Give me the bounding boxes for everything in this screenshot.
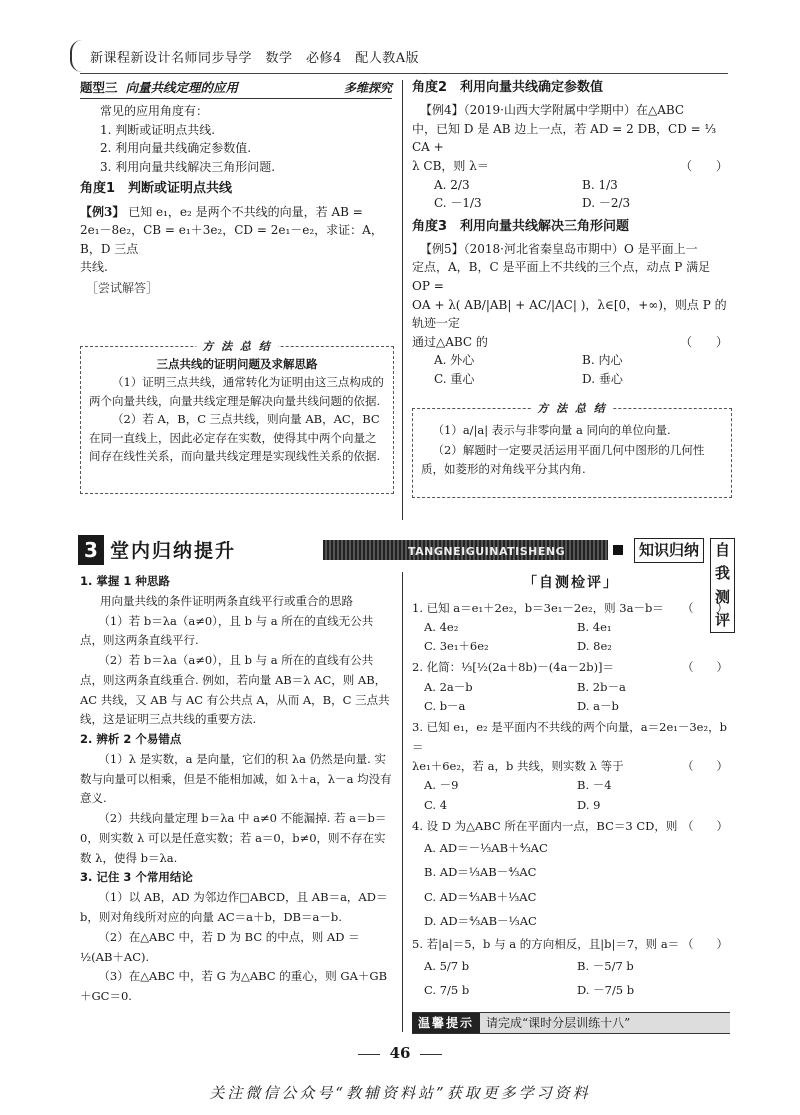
summary-3-a: （1）以 AB，AD 为邻边作□ABCD，且 AB＝a，AD＝b，则对角线所对应的向量 AC＝a＋b，DB＝a－b. <box>80 890 388 925</box>
banner-square-icon <box>613 545 623 555</box>
question-4: 4. 设 D 为△ABC 所在平面内一点，BC＝3 CD，则 <box>412 818 678 833</box>
try-answer-label: ［尝试解答］ <box>86 280 159 295</box>
page-number-row <box>0 1042 800 1065</box>
method-box-1-label: 方 法 总 结 <box>196 338 278 355</box>
banner-tag-knowledge: 知识归纳 <box>634 538 704 563</box>
intro-item-2: 2. 利用向量共线确定参数值. <box>100 141 252 156</box>
q5-option-a: A. 5/7 b <box>424 959 470 974</box>
method-box-2-para-1: （1）a/|a| 表示与非零向量 a 同向的单位向量. <box>432 423 671 437</box>
angle1-title: 角度1 判断或证明点共线 <box>80 181 233 197</box>
question-1: 1. 已知 a＝e₁＋2e₂，b＝3e₁－2e₂，则 3a－b＝ <box>412 600 664 615</box>
question-2-paren: （ ） <box>682 660 728 675</box>
right-bottom-column <box>412 572 730 1002</box>
q3-option-c: C. 4 <box>424 797 448 812</box>
intro-item-1: 1. 判断或证明点共线. <box>100 122 216 137</box>
summary-1-intro: 用向量共线的条件证明两条直线平行或重合的思路 <box>100 593 353 608</box>
question-2: 2. 化简：⅓[½(2a＋8b)－(4a－2b)]＝ <box>412 660 615 675</box>
summary-1-a: （1）若 b＝λa（a≠0），且 b 与 a 所在的直线无公共点，则这两条直线平行. <box>80 613 374 648</box>
column-divider-bottom <box>402 572 403 1032</box>
header-bracket <box>70 40 86 72</box>
warm-tip <box>412 1012 730 1034</box>
summary-2-a: （1）λ 是实数，a 是向量，它们的积 λa 仍然是向量. 实数与向量可以相乘，但是不能相加减，如 λ＋a，λ－a 均没有意义. <box>80 751 392 806</box>
example5-option-d: D. 垂心 <box>582 372 623 386</box>
footer-note: 关注微信公众号“教辅资料站”获取更多学习资料 <box>209 1084 591 1102</box>
section-right-label: 多维探究 <box>343 80 392 95</box>
right-top-column <box>412 78 730 389</box>
summary-heading-1: 1. 掌握 1 种思路 <box>80 574 170 588</box>
example4-line2: 中，已知 D 是 AB 边上一点，若 AD = 2 DB，CD = ⅓ CA + <box>412 121 717 155</box>
question-3-paren: （ ） <box>682 759 728 774</box>
q1-option-a: A. 4e₂ <box>424 619 459 634</box>
question-5: 5. 若|a|＝5，b 与 a 的方向相反，且|b|＝7，则 a＝ <box>412 936 680 951</box>
example5-line2: 定点，A，B，C 是平面上不共线的三个点，动点 P 满足 OP = <box>412 260 711 294</box>
q1-option-c: C. 3e₁＋6e₂ <box>424 639 489 654</box>
q3-option-d: D. 9 <box>577 797 601 812</box>
intro-text: 常见的应用角度有： <box>100 104 209 118</box>
warm-tip-text: 请完成“课时分层训练十八” <box>486 1016 631 1030</box>
example5-line3: OA + λ( AB/|AB| + AC/|AC| )，λ∈[0，+∞)，则点 P 的轨迹一定 <box>412 297 727 331</box>
banner-pinyin: TANGNEIGUINATISHENG <box>408 545 566 558</box>
q3-option-b: B. －4 <box>577 778 612 793</box>
question-2-options <box>412 678 730 717</box>
example3-line2: 2e₁－8e₂，CB = e₁＋3e₂，CD = 2e₁－e₂，求证：A，B，D 三点 <box>80 223 383 256</box>
q2-option-c: C. b－a <box>424 699 466 714</box>
example4-option-d: D. －2/3 <box>582 196 631 211</box>
summary-heading-3: 3. 记住 3 个常用结论 <box>80 870 193 885</box>
example4-option-b: B. 1/3 <box>582 177 618 192</box>
example4-line1: 【例4】（2019·山西大学附属中学期中）在△ABC <box>420 103 685 118</box>
example3-label: 【例3】 <box>80 204 125 219</box>
question-1-paren: （ ） <box>682 600 728 615</box>
question-1-options <box>412 618 730 657</box>
summary-1-b: （2）若 b＝λa（a≠0），且 b 与 a 所在的直线有公共点，则这两条直线重合. 例如，若向量 AB＝λ AC，则 AB，AC 共线，又 AB 与 AC 有公共点 A，从而 A，B，C 三点共线，这是证明三点共线的重要方法. <box>80 653 390 727</box>
summary-3-b: （2）在△ABC 中，若 D 为 BC 的中点，则 AD ＝ ½(AB＋AC). <box>80 929 360 964</box>
page-number: 46 <box>389 1044 411 1062</box>
question-4-paren: （ ） <box>682 818 728 833</box>
method-box-1-para-1: （1）证明三点共线，通常转化为证明由这三点构成的两个向量共线，向量共线定理是解决向量共线问题的依据. <box>89 375 384 408</box>
method-box-1-para-2: （2）若 A，B，C 三点共线，则向量 AB，AC，BC 在同一直线上，因此必定存在实数，使得其中两个向量之间存在线性关系，而向量共线定理是实现线性关系的依据. <box>89 412 381 463</box>
question-3-line1: 3. 已知 e₁，e₂ 是平面内不共线的两个向量，a＝2e₁－3e₂，b＝ <box>412 720 727 754</box>
question-5-options <box>412 954 730 1002</box>
q5-option-c: C. 7/5 b <box>424 983 470 998</box>
example3-line3: 共线. <box>80 260 108 275</box>
header-rule <box>80 73 728 74</box>
question-3-options <box>412 776 730 815</box>
example5-option-a: A. 外心 <box>434 353 475 368</box>
q5-option-d: D. －7/5 b <box>577 983 635 998</box>
question-5-paren: （ ） <box>682 936 728 951</box>
example4-options <box>412 176 730 213</box>
q2-option-d: D. a－b <box>577 699 619 714</box>
method-box-2-label: 方 法 总 结 <box>531 400 613 417</box>
q1-option-d: D. 8e₂ <box>577 639 612 654</box>
angle3-title: 角度3 利用向量共线解决三角形问题 <box>412 218 630 234</box>
intro-item-3: 3. 利用向量共线解决三角形问题. <box>100 159 276 174</box>
q4-option-a: A. AD＝－⅓AB＋⁴⁄₃AC <box>424 841 548 856</box>
example4-line3: λ CB，则 λ＝ <box>412 158 489 173</box>
question-3-line2: λe₁＋6e₂，若 a，b 共线，则实数 λ 等于 <box>412 759 624 774</box>
section-title: 向量共线定理的应用 <box>125 80 239 96</box>
example5-option-c: C. 重心 <box>434 372 475 386</box>
q5-option-b: B. －5/7 b <box>577 959 634 974</box>
q2-option-b: B. 2b－a <box>577 679 626 694</box>
example5-options <box>412 351 730 388</box>
example5-line4: 通过△ABC 的 <box>412 334 488 349</box>
section-bar <box>80 78 392 99</box>
example4-option-c: C. －1/3 <box>434 196 482 211</box>
banner-number: 3 <box>78 535 104 565</box>
banner-tag-selftest: 自我测评 <box>710 538 735 633</box>
summary-heading-2: 2. 辨析 2 个易错点 <box>80 732 182 747</box>
example5-answer-paren: （ ） <box>679 334 728 349</box>
method-summary-box-2 <box>412 402 732 498</box>
method-summary-box-1 <box>80 340 394 494</box>
q4-option-d: D. AD＝⁴⁄₃AB－⅓AC <box>424 913 537 928</box>
example5-line1: 【例5】（2018·河北省秦皇岛市期中）O 是平面上一 <box>420 241 698 256</box>
q4-option-c: C. AD＝⁴⁄₃AB＋⅓AC <box>424 889 537 904</box>
page-header: 新课程新设计名师同步导学 数学 必修4 配人教A版 <box>90 51 420 66</box>
example3-line1: 已知 e₁，e₂ 是两个不共线的向量，若 AB = <box>128 204 363 219</box>
column-divider-top <box>402 80 403 520</box>
method-box-2-para-2: （2）解题时一定要灵活运用平面几何中图形的几何性质，如菱形的对角线平分其内角. <box>421 442 705 477</box>
q4-option-b: B. AD＝⅓AB－⁴⁄₃AC <box>424 865 537 880</box>
summary-3-c: （3）在△ABC 中，若 G 为△ABC 的重心，则 GA＋GB＋GC＝0. <box>80 969 388 1004</box>
self-test-heading: 「自测检评」 <box>523 575 619 591</box>
warm-tip-label: 温馨提示 <box>412 1013 480 1033</box>
example4-option-a: A. 2/3 <box>434 177 470 192</box>
q2-option-a: A. 2a－b <box>424 679 473 694</box>
q1-option-b: B. 4e₁ <box>577 619 612 634</box>
example4-answer-paren: （ ） <box>679 158 728 173</box>
q3-option-a: A. －9 <box>424 778 459 793</box>
section-key: 题型三 <box>80 80 118 96</box>
question-4-options <box>412 836 730 933</box>
left-top-column <box>80 78 392 297</box>
example5-option-b: B. 内心 <box>582 353 623 368</box>
method-box-1-title: 三点共线的证明问题及求解思路 <box>156 357 318 371</box>
left-bottom-column <box>80 572 392 1007</box>
angle2-title: 角度2 利用向量共线确定参数值 <box>412 80 604 95</box>
summary-2-b: （2）共线向量定理 b＝λa 中 a≠0 不能漏掉. 若 a＝b＝0，则实数 λ 可以是任意实数；若 a＝0，b≠0，则不存在实数 λ，使得 b＝λa. <box>80 811 387 865</box>
banner-title: 堂内归纳提升 <box>110 540 237 562</box>
